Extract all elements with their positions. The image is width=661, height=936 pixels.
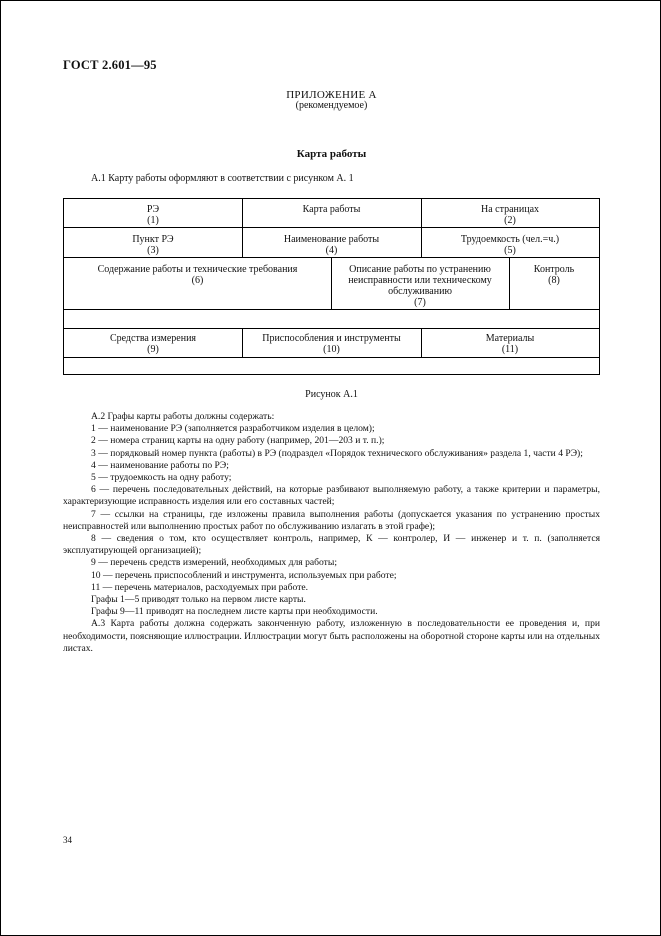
- field-number: (7): [414, 297, 426, 308]
- form-rule: [64, 357, 599, 358]
- paragraph: 3 — порядковый номер пункта (работы) в РЭ (подраздел «Порядок технического обслуживания» раздела 1, части 4 РЭ);: [91, 447, 583, 459]
- field-label: Наименование работы: [283, 234, 380, 245]
- field-label: Материалы: [485, 333, 535, 344]
- field-label: РЭ: [146, 204, 160, 215]
- field-number: (11): [501, 344, 519, 355]
- form-rule: [331, 257, 332, 309]
- appendix-subtitle: (рекомендуемое): [295, 100, 368, 111]
- field-label: Трудоемкость (чел.=ч.): [460, 234, 560, 245]
- field-label: Описание работы по устранению неисправности или техническому обслуживанию: [348, 264, 492, 297]
- paragraph: 7 — ссылки на страницы, где изложены правила выполнения работы (допускается указания по устранению простых неисправностей или выполнению простых работ по обслуживанию излагать в этой графе);: [63, 508, 600, 532]
- paragraph: 1 — наименование РЭ (заполняется разработчиком изделия в целом);: [91, 423, 375, 435]
- field-pages: [421, 204, 599, 226]
- paragraph: 8 — сведения о том, кто осуществляет контроль, например, К — контролер, И — инженер и т. п. (заполняется эксплуатирующей организацией);: [63, 533, 600, 557]
- field-number: (1): [147, 215, 159, 226]
- field-label: Карта работы: [302, 204, 361, 215]
- field-number: (5): [504, 245, 516, 256]
- field-measuring: [64, 333, 242, 355]
- field-number: (6): [191, 275, 204, 286]
- field-card-title: [242, 204, 421, 215]
- field-label: Контроль: [533, 264, 575, 275]
- field-labor: [421, 234, 599, 256]
- appendix-title: ПРИЛОЖЕНИЕ А: [286, 89, 377, 101]
- field-control: [509, 264, 599, 286]
- field-re-item: [64, 234, 242, 256]
- body-text: [63, 411, 600, 655]
- field-label: Приспособления и инструменты: [262, 333, 401, 344]
- figure-caption: Рисунок А.1: [305, 389, 358, 400]
- paragraph: 10 — перечень приспособлений и инструмента, используемых при работе;: [91, 569, 397, 581]
- page-number: 34: [63, 835, 72, 845]
- field-label: Средства измерения: [109, 333, 197, 344]
- section-title: Карта работы: [296, 148, 367, 160]
- field-tools: [242, 333, 421, 355]
- paragraph: 9 — перечень средств измерений, необходимых для работы;: [91, 557, 337, 569]
- paragraph: 4 — наименование работы по РЭ;: [91, 459, 229, 471]
- field-number: (4): [325, 245, 338, 256]
- paragraph: Графы 1—5 приводят только на первом листе карты.: [91, 594, 306, 606]
- form-rule: [64, 227, 599, 228]
- field-label: Пункт РЭ: [132, 234, 174, 245]
- paragraph: 2 — номера страниц карты на одну работу (например, 201—203 и т. п.);: [91, 435, 385, 447]
- field-description: [336, 264, 504, 308]
- intro-paragraph: А.1 Карту работы оформляют в соответствии с рисунком А. 1: [91, 173, 354, 184]
- paragraph: А.2 Графы карты работы должны содержать:: [91, 411, 275, 422]
- field-number: (10): [323, 344, 340, 355]
- form-rule: [64, 328, 599, 329]
- paragraph: 11 — перечень материалов, расходуемых при работе.: [91, 581, 309, 593]
- field-label: На страницах: [480, 204, 540, 215]
- field-re: [64, 204, 242, 226]
- field-number: (3): [147, 245, 159, 256]
- field-number: (9): [147, 344, 159, 355]
- paragraph: Графы 9—11 приводят на последнем листе карты при необходимости.: [91, 606, 378, 618]
- standard-code: ГОСТ 2.601—95: [63, 58, 157, 72]
- paragraph: 6 — перечень последовательных действий, на которые разбивают выполняемую работу, а также критерии и параметры, характеризующие исправность изделия или его составных частей;: [63, 484, 600, 508]
- field-content: [64, 264, 331, 286]
- field-work-name: [242, 234, 421, 256]
- field-number: (2): [504, 215, 516, 226]
- field-materials: [421, 333, 599, 355]
- paragraph: 5 — трудоемкость на одну работу;: [91, 472, 232, 484]
- work-card-form: [63, 198, 600, 375]
- paragraph: А.3 Карта работы должна содержать законченную работу, изложенную в последовательности ее проведения и, при необходимости, поясняющие иллюстрации. Иллюстрации могут быть расположены на оборотной стороне карты или на отдельных листах.: [63, 618, 600, 654]
- field-label: Содержание работы и технические требования: [97, 264, 298, 275]
- field-number: (8): [548, 275, 560, 286]
- form-rule: [64, 309, 599, 310]
